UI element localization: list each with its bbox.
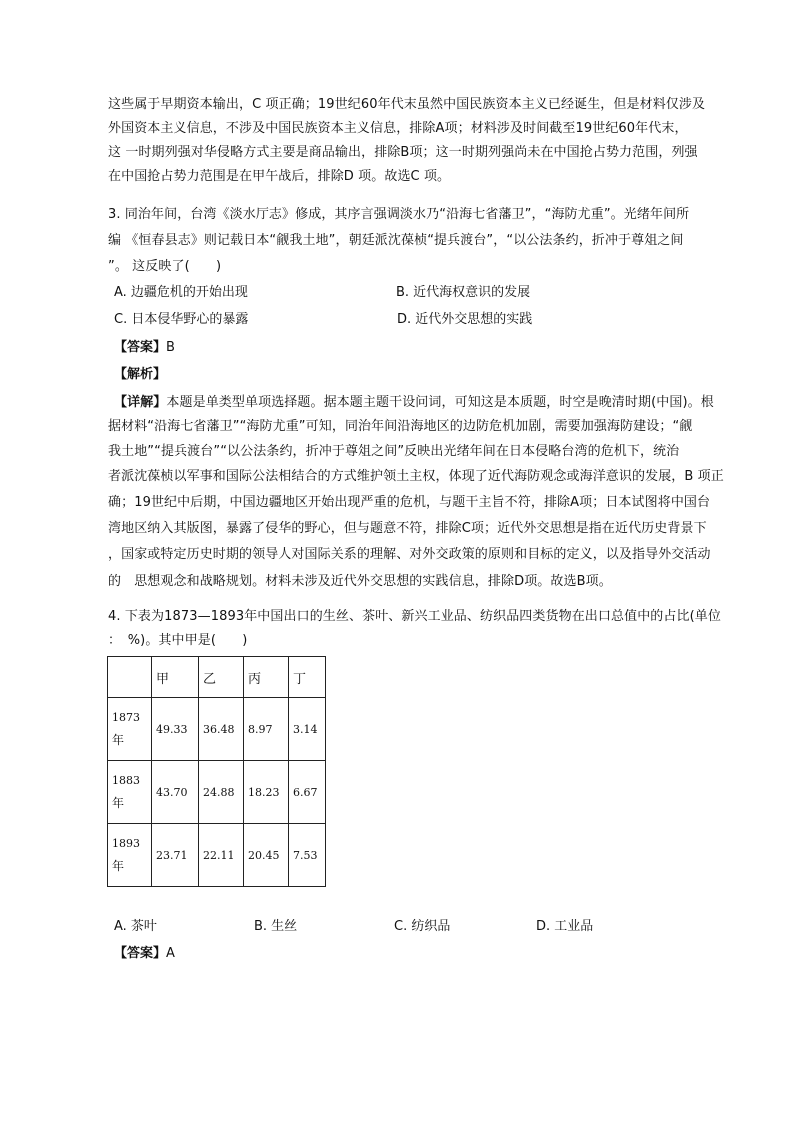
q3-stem-line-3: ”。 这反映了( ) bbox=[108, 259, 222, 274]
q4-option-a: A. 茶叶 bbox=[114, 919, 157, 934]
q3-detail-line-6: 湾地区纳入其版图，暴露了侵华的野心，但与题意不符，排除C项；近代外交思想是指在近代历史背景下 bbox=[108, 521, 707, 536]
q3-detail-line-2: 据材料“沿海七省藩卫”“海防尤重”可知，同治年间沿海地区的边防危机加剧，需要加强海防建设；“觎 bbox=[108, 419, 693, 434]
table-header-ding: 丁 bbox=[289, 657, 326, 698]
table-row-year: 1873 年 bbox=[108, 698, 152, 761]
q3-stem-line-1: 3. 同治年间，台湾《淡水厅志》修成，其序言强调淡水乃“沿海七省藩卫”，“海防尤重”。光绪年间所 bbox=[108, 207, 690, 222]
table-header-jia: 甲 bbox=[152, 657, 199, 698]
table-header-bing: 丙 bbox=[244, 657, 289, 698]
table-row-year: 1883 年 bbox=[108, 761, 152, 824]
q3-detail-line-1 bbox=[114, 394, 714, 412]
table-row-year: 1893 年 bbox=[108, 824, 152, 887]
q3-detail-first: 本题是单类型单项选择题。据本题主题干设问词，可知这是本质题，时空是晚清时期(中国)。根 bbox=[166, 395, 714, 410]
q3-analysis-tag: 【解析】 bbox=[114, 367, 167, 382]
q4-stem-line-1: 4. 下表为1873—1893年中国出口的生丝、茶叶、新兴工业品、纺织品四类货物在出口总值中的占比(单位 bbox=[108, 609, 721, 624]
table-cell: 43.70 bbox=[152, 761, 199, 824]
prev-analysis-line-1: 这些属于早期资本输出，C 项正确；19世纪60年代末虽然中国民族资本主义已经诞生，但是材料仅涉及 bbox=[108, 97, 706, 112]
q4-option-b: B. 生丝 bbox=[254, 919, 298, 934]
q3-detail-line-5: 确；19世纪中后期，中国边疆地区开始出现严重的危机，与题干主旨不符，排除A项；日本试图将中国台 bbox=[108, 495, 711, 510]
table-cell: 49.33 bbox=[152, 698, 199, 761]
q3-detail-tag: 【详解】 bbox=[114, 395, 167, 410]
q3-option-d: D. 近代外交思想的实践 bbox=[397, 312, 533, 327]
table-row bbox=[108, 698, 326, 761]
table-cell: 23.71 bbox=[152, 824, 199, 887]
q3-answer-tag: 【答案】 bbox=[114, 340, 167, 355]
q3-answer-value: B bbox=[166, 340, 175, 355]
q3-option-c: C. 日本侵华野心的暴露 bbox=[114, 312, 249, 327]
table-cell: 24.88 bbox=[199, 761, 244, 824]
table-cell: 6.67 bbox=[289, 761, 326, 824]
table-row bbox=[108, 761, 326, 824]
q3-detail-line-7: ，国家或特定历史时期的领导人对国际关系的理解、对外交政策的原则和目标的定义，以及指导外交活动 bbox=[108, 547, 711, 562]
table-cell: 8.97 bbox=[244, 698, 289, 761]
q4-answer-tag: 【答案】 bbox=[114, 946, 167, 961]
q3-detail-line-8: 的 思想观念和战略规划。材料未涉及近代外交思想的实践信息，排除D项。故选B项。 bbox=[108, 574, 612, 589]
q3-detail-line-3: 我土地”“提兵渡台”“以公法条约，折冲于尊俎之间”反映出光绪年间在日本侵略台湾的危机下，统治 bbox=[108, 444, 680, 459]
table-header-row bbox=[108, 657, 326, 698]
q4-option-c: C. 纺织品 bbox=[394, 919, 451, 934]
table-cell: 7.53 bbox=[289, 824, 326, 887]
q3-option-a: A. 边疆危机的开始出现 bbox=[114, 285, 248, 300]
table-cell: 22.11 bbox=[199, 824, 244, 887]
q4-answer bbox=[114, 945, 175, 963]
table-header-blank bbox=[108, 657, 152, 698]
q4-answer-value: A bbox=[166, 946, 175, 961]
table-cell: 18.23 bbox=[244, 761, 289, 824]
q3-detail-line-4: 者派沈葆桢以军事和国际公法相结合的方式维护领土主权，体现了近代海防观念或海洋意识的发展，B 项正 bbox=[108, 469, 724, 484]
q4-export-table bbox=[107, 656, 326, 887]
q3-answer bbox=[114, 339, 175, 357]
table-header-yi: 乙 bbox=[199, 657, 244, 698]
table-cell: 36.48 bbox=[199, 698, 244, 761]
prev-analysis-line-2: 外国资本主义信息，不涉及中国民族资本主义信息，排除A项；材料涉及时间截至19世纪60年代末， bbox=[108, 121, 688, 136]
table-cell: 20.45 bbox=[244, 824, 289, 887]
prev-analysis-line-4: 在中国抢占势力范围是在甲午战后，排除D 项。故选C 项。 bbox=[108, 169, 451, 184]
q3-option-b: B. 近代海权意识的发展 bbox=[396, 285, 531, 300]
prev-analysis-line-3: 这 一时期列强对华侵略方式主要是商品输出，排除B项；这一时期列强尚未在中国抢占势力范围，列强 bbox=[108, 145, 698, 160]
table-row bbox=[108, 824, 326, 887]
q4-option-d: D. 工业品 bbox=[536, 919, 594, 934]
q3-stem-line-2: 编 《恒春县志》则记载日本“觎我土地”，朝廷派沈葆桢“提兵渡台”，“以公法条约，折冲于尊俎之间 bbox=[108, 233, 684, 248]
table-cell: 3.14 bbox=[289, 698, 326, 761]
q4-stem-line-2: ： %)。其中甲是( ) bbox=[108, 633, 248, 648]
